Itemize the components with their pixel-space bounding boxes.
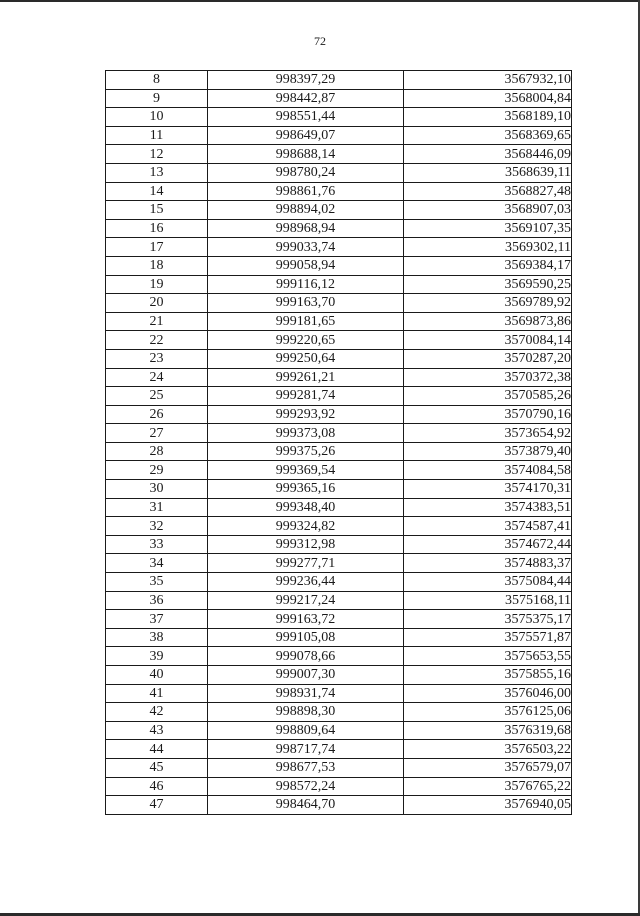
table-row bbox=[106, 591, 572, 610]
x-coordinate-cell: 999293,92 bbox=[208, 405, 404, 424]
coordinates-table bbox=[105, 70, 572, 815]
table-row bbox=[106, 256, 572, 275]
table-row bbox=[106, 517, 572, 536]
y-coordinate-cell: 3573879,40 bbox=[404, 442, 572, 461]
point-number-cell: 15 bbox=[106, 201, 208, 220]
table-row bbox=[106, 89, 572, 108]
x-coordinate-cell: 998677,53 bbox=[208, 758, 404, 777]
y-coordinate-cell: 3576125,06 bbox=[404, 703, 572, 722]
point-number-cell: 27 bbox=[106, 424, 208, 443]
point-number-cell: 13 bbox=[106, 163, 208, 182]
point-number-cell: 29 bbox=[106, 461, 208, 480]
y-coordinate-cell: 3574883,37 bbox=[404, 554, 572, 573]
point-number-cell: 21 bbox=[106, 312, 208, 331]
table-row bbox=[106, 163, 572, 182]
table-row bbox=[106, 108, 572, 127]
table-row bbox=[106, 721, 572, 740]
table-row bbox=[106, 777, 572, 796]
point-number-cell: 34 bbox=[106, 554, 208, 573]
table-row bbox=[106, 182, 572, 201]
y-coordinate-cell: 3576046,00 bbox=[404, 684, 572, 703]
y-coordinate-cell: 3570287,20 bbox=[404, 349, 572, 368]
y-coordinate-cell: 3575168,11 bbox=[404, 591, 572, 610]
table-row bbox=[106, 201, 572, 220]
point-number-cell: 32 bbox=[106, 517, 208, 536]
point-number-cell: 41 bbox=[106, 684, 208, 703]
point-number-cell: 28 bbox=[106, 442, 208, 461]
page-number: 72 bbox=[314, 34, 326, 48]
x-coordinate-cell: 999181,65 bbox=[208, 312, 404, 331]
y-coordinate-cell: 3568004,84 bbox=[404, 89, 572, 108]
point-number-cell: 16 bbox=[106, 219, 208, 238]
point-number-cell: 8 bbox=[106, 71, 208, 90]
point-number-cell: 14 bbox=[106, 182, 208, 201]
point-number-cell: 39 bbox=[106, 647, 208, 666]
point-number-cell: 40 bbox=[106, 666, 208, 685]
x-coordinate-cell: 998780,24 bbox=[208, 163, 404, 182]
y-coordinate-cell: 3570790,16 bbox=[404, 405, 572, 424]
table-row bbox=[106, 424, 572, 443]
table-row bbox=[106, 331, 572, 350]
table-row bbox=[106, 554, 572, 573]
y-coordinate-cell: 3574170,31 bbox=[404, 480, 572, 499]
x-coordinate-cell: 999277,71 bbox=[208, 554, 404, 573]
y-coordinate-cell: 3568639,11 bbox=[404, 163, 572, 182]
x-coordinate-cell: 999312,98 bbox=[208, 535, 404, 554]
y-coordinate-cell: 3576765,22 bbox=[404, 777, 572, 796]
x-coordinate-cell: 999324,82 bbox=[208, 517, 404, 536]
table-row bbox=[106, 71, 572, 90]
point-number-cell: 24 bbox=[106, 368, 208, 387]
table-row bbox=[106, 647, 572, 666]
point-number-cell: 46 bbox=[106, 777, 208, 796]
y-coordinate-cell: 3573654,92 bbox=[404, 424, 572, 443]
y-coordinate-cell: 3574383,51 bbox=[404, 498, 572, 517]
table-row bbox=[106, 628, 572, 647]
x-coordinate-cell: 999105,08 bbox=[208, 628, 404, 647]
y-coordinate-cell: 3569384,17 bbox=[404, 256, 572, 275]
y-coordinate-cell: 3575571,87 bbox=[404, 628, 572, 647]
table-row bbox=[106, 666, 572, 685]
point-number-cell: 44 bbox=[106, 740, 208, 759]
x-coordinate-cell: 999250,64 bbox=[208, 349, 404, 368]
table-row bbox=[106, 740, 572, 759]
point-number-cell: 17 bbox=[106, 238, 208, 257]
x-coordinate-cell: 998649,07 bbox=[208, 126, 404, 145]
x-coordinate-cell: 999163,70 bbox=[208, 294, 404, 313]
y-coordinate-cell: 3568907,03 bbox=[404, 201, 572, 220]
x-coordinate-cell: 999261,21 bbox=[208, 368, 404, 387]
table-row bbox=[106, 442, 572, 461]
point-number-cell: 23 bbox=[106, 349, 208, 368]
table-row bbox=[106, 387, 572, 406]
x-coordinate-cell: 999369,54 bbox=[208, 461, 404, 480]
x-coordinate-cell: 999220,65 bbox=[208, 331, 404, 350]
table-row bbox=[106, 349, 572, 368]
table-row bbox=[106, 145, 572, 164]
y-coordinate-cell: 3575855,16 bbox=[404, 666, 572, 685]
y-coordinate-cell: 3570585,26 bbox=[404, 387, 572, 406]
x-coordinate-cell: 999375,26 bbox=[208, 442, 404, 461]
y-coordinate-cell: 3575084,44 bbox=[404, 573, 572, 592]
x-coordinate-cell: 998809,64 bbox=[208, 721, 404, 740]
point-number-cell: 33 bbox=[106, 535, 208, 554]
x-coordinate-cell: 999058,94 bbox=[208, 256, 404, 275]
coordinates-table-body bbox=[106, 71, 572, 815]
y-coordinate-cell: 3568827,48 bbox=[404, 182, 572, 201]
x-coordinate-cell: 999116,12 bbox=[208, 275, 404, 294]
y-coordinate-cell: 3575375,17 bbox=[404, 610, 572, 629]
x-coordinate-cell: 998397,29 bbox=[208, 71, 404, 90]
x-coordinate-cell: 998968,94 bbox=[208, 219, 404, 238]
point-number-cell: 19 bbox=[106, 275, 208, 294]
table-row bbox=[106, 573, 572, 592]
table-row bbox=[106, 275, 572, 294]
y-coordinate-cell: 3576503,22 bbox=[404, 740, 572, 759]
point-number-cell: 42 bbox=[106, 703, 208, 722]
table-row bbox=[106, 405, 572, 424]
table-row bbox=[106, 758, 572, 777]
point-number-cell: 26 bbox=[106, 405, 208, 424]
table-row bbox=[106, 480, 572, 499]
table-row bbox=[106, 535, 572, 554]
table-row bbox=[106, 312, 572, 331]
point-number-cell: 37 bbox=[106, 610, 208, 629]
point-number-cell: 47 bbox=[106, 796, 208, 815]
x-coordinate-cell: 998464,70 bbox=[208, 796, 404, 815]
y-coordinate-cell: 3574084,58 bbox=[404, 461, 572, 480]
y-coordinate-cell: 3576940,05 bbox=[404, 796, 572, 815]
point-number-cell: 22 bbox=[106, 331, 208, 350]
y-coordinate-cell: 3569789,92 bbox=[404, 294, 572, 313]
y-coordinate-cell: 3576579,07 bbox=[404, 758, 572, 777]
x-coordinate-cell: 998551,44 bbox=[208, 108, 404, 127]
x-coordinate-cell: 999281,74 bbox=[208, 387, 404, 406]
point-number-cell: 11 bbox=[106, 126, 208, 145]
y-coordinate-cell: 3568369,65 bbox=[404, 126, 572, 145]
table-row bbox=[106, 796, 572, 815]
x-coordinate-cell: 998572,24 bbox=[208, 777, 404, 796]
x-coordinate-cell: 998688,14 bbox=[208, 145, 404, 164]
y-coordinate-cell: 3570372,38 bbox=[404, 368, 572, 387]
point-number-cell: 43 bbox=[106, 721, 208, 740]
y-coordinate-cell: 3569107,35 bbox=[404, 219, 572, 238]
x-coordinate-cell: 999033,74 bbox=[208, 238, 404, 257]
table-row bbox=[106, 126, 572, 145]
scan-edge-top bbox=[0, 0, 640, 2]
table-row bbox=[106, 219, 572, 238]
point-number-cell: 38 bbox=[106, 628, 208, 647]
x-coordinate-cell: 998931,74 bbox=[208, 684, 404, 703]
table-row bbox=[106, 368, 572, 387]
table-row bbox=[106, 684, 572, 703]
x-coordinate-cell: 998717,74 bbox=[208, 740, 404, 759]
x-coordinate-cell: 999217,24 bbox=[208, 591, 404, 610]
y-coordinate-cell: 3575653,55 bbox=[404, 647, 572, 666]
y-coordinate-cell: 3574587,41 bbox=[404, 517, 572, 536]
x-coordinate-cell: 998442,87 bbox=[208, 89, 404, 108]
point-number-cell: 31 bbox=[106, 498, 208, 517]
x-coordinate-cell: 999163,72 bbox=[208, 610, 404, 629]
y-coordinate-cell: 3569302,11 bbox=[404, 238, 572, 257]
point-number-cell: 36 bbox=[106, 591, 208, 610]
x-coordinate-cell: 998861,76 bbox=[208, 182, 404, 201]
point-number-cell: 9 bbox=[106, 89, 208, 108]
y-coordinate-cell: 3569873,86 bbox=[404, 312, 572, 331]
y-coordinate-cell: 3569590,25 bbox=[404, 275, 572, 294]
table-row bbox=[106, 610, 572, 629]
y-coordinate-cell: 3568189,10 bbox=[404, 108, 572, 127]
point-number-cell: 12 bbox=[106, 145, 208, 164]
x-coordinate-cell: 999078,66 bbox=[208, 647, 404, 666]
table-row bbox=[106, 703, 572, 722]
y-coordinate-cell: 3567932,10 bbox=[404, 71, 572, 90]
table-row bbox=[106, 294, 572, 313]
point-number-cell: 35 bbox=[106, 573, 208, 592]
table-row bbox=[106, 461, 572, 480]
x-coordinate-cell: 999348,40 bbox=[208, 498, 404, 517]
point-number-cell: 30 bbox=[106, 480, 208, 499]
x-coordinate-cell: 999365,16 bbox=[208, 480, 404, 499]
point-number-cell: 18 bbox=[106, 256, 208, 275]
x-coordinate-cell: 999373,08 bbox=[208, 424, 404, 443]
table-row bbox=[106, 238, 572, 257]
y-coordinate-cell: 3576319,68 bbox=[404, 721, 572, 740]
x-coordinate-cell: 999007,30 bbox=[208, 666, 404, 685]
point-number-cell: 25 bbox=[106, 387, 208, 406]
y-coordinate-cell: 3568446,09 bbox=[404, 145, 572, 164]
table-row bbox=[106, 498, 572, 517]
y-coordinate-cell: 3570084,14 bbox=[404, 331, 572, 350]
x-coordinate-cell: 999236,44 bbox=[208, 573, 404, 592]
x-coordinate-cell: 998894,02 bbox=[208, 201, 404, 220]
point-number-cell: 10 bbox=[106, 108, 208, 127]
x-coordinate-cell: 998898,30 bbox=[208, 703, 404, 722]
point-number-cell: 20 bbox=[106, 294, 208, 313]
y-coordinate-cell: 3574672,44 bbox=[404, 535, 572, 554]
point-number-cell: 45 bbox=[106, 758, 208, 777]
